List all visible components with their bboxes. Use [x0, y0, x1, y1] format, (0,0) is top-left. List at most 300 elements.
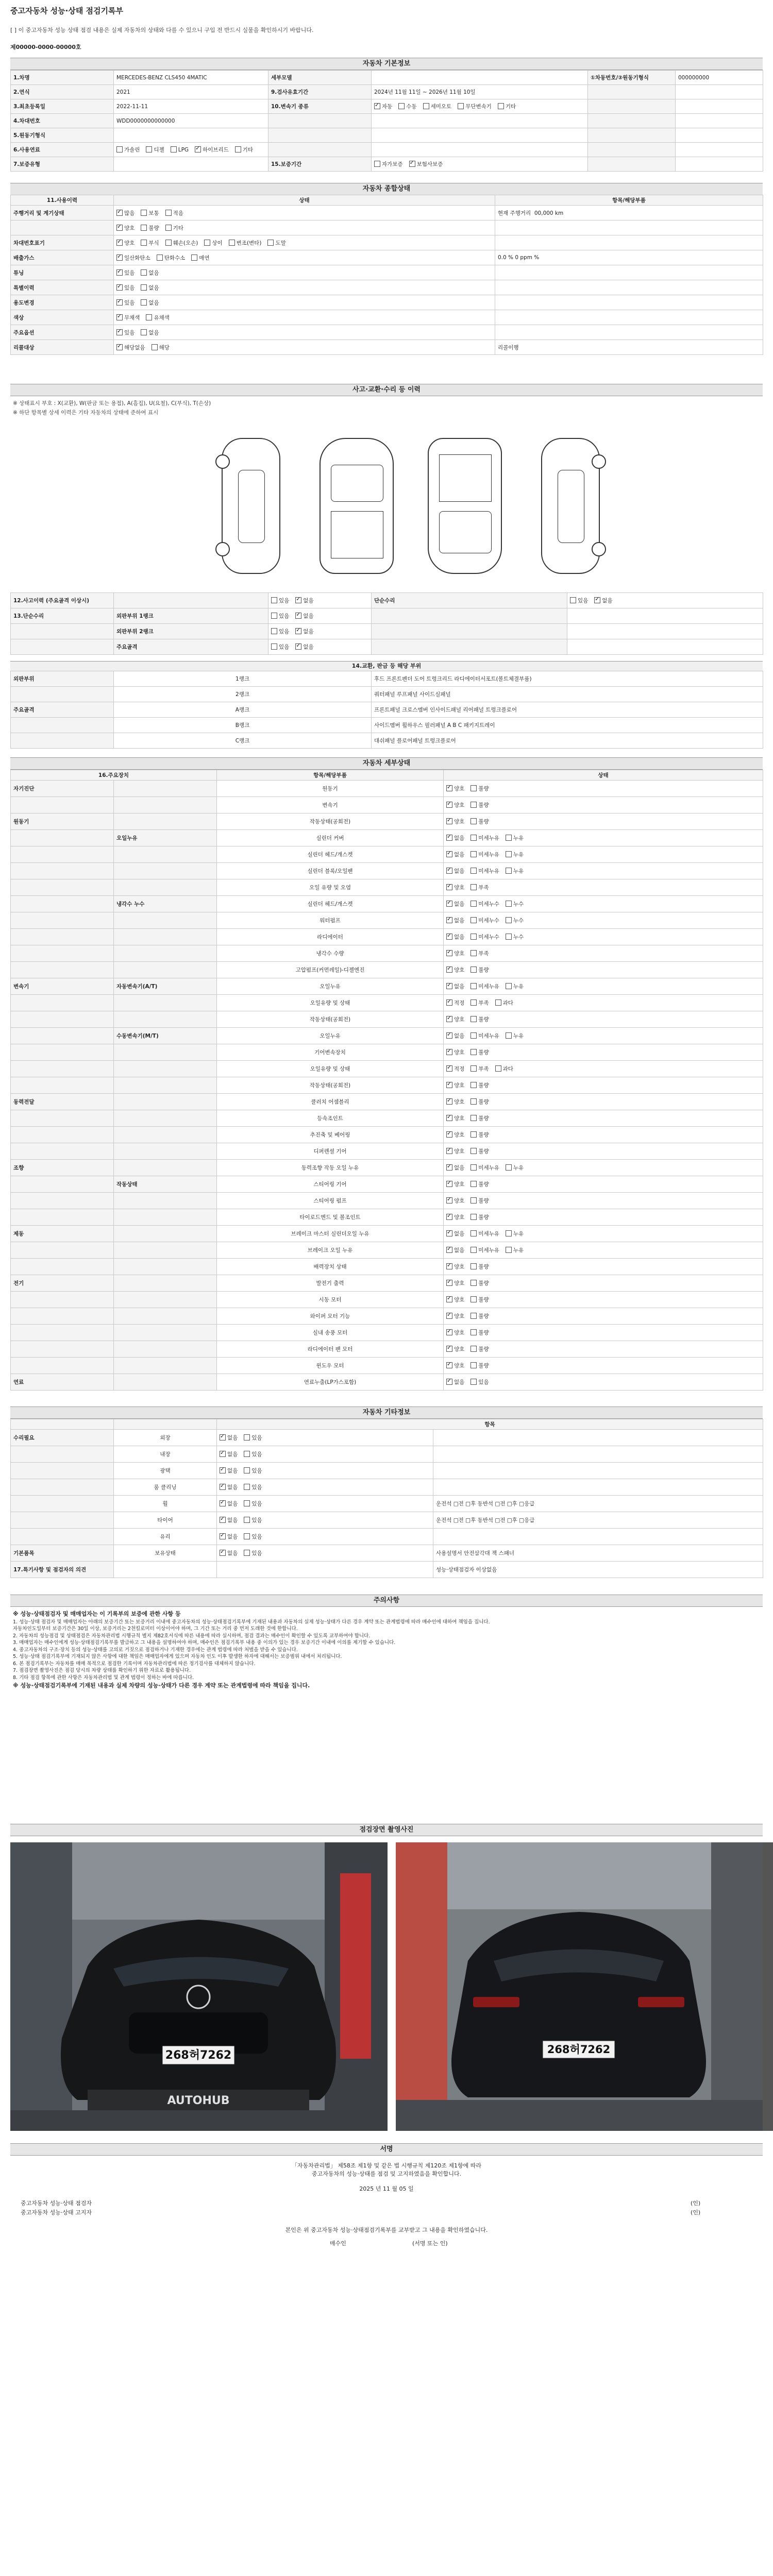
detail-option[interactable]: 미세누유: [470, 868, 499, 874]
general-option[interactable]: ✓ 있음: [116, 330, 135, 336]
detail-option[interactable]: 누유: [506, 868, 524, 874]
checkbox-icon[interactable]: [594, 597, 600, 603]
detail-option[interactable]: 미세누수: [470, 901, 499, 907]
damage-option[interactable]: ✓ 없음: [295, 629, 313, 635]
checkbox-icon[interactable]: [195, 146, 201, 152]
checkbox-icon[interactable]: [165, 225, 172, 231]
checkbox-icon[interactable]: [244, 1550, 250, 1556]
detail-option[interactable]: 과다: [495, 1066, 513, 1072]
transmission-option[interactable]: ✓ 자동: [374, 104, 392, 110]
simple-repair-option[interactable]: ✓ 없음: [594, 598, 612, 604]
checkbox-icon[interactable]: [295, 613, 301, 619]
checkbox-icon[interactable]: [116, 299, 123, 306]
detail-option[interactable]: 불량: [470, 1132, 489, 1138]
detail-option[interactable]: 미세누유: [470, 1247, 499, 1253]
fuel-option[interactable]: LPG: [171, 147, 189, 153]
checkbox-icon[interactable]: [141, 284, 147, 291]
general-option[interactable]: ✓ 무채색: [116, 315, 140, 321]
checkbox-icon[interactable]: [141, 240, 147, 246]
detail-option[interactable]: 불량: [470, 1115, 489, 1122]
checkbox-icon[interactable]: [470, 785, 477, 791]
detail-option[interactable]: 불량: [470, 967, 489, 973]
general-option[interactable]: ✓ 있음: [116, 300, 135, 306]
general-option[interactable]: 기타: [165, 225, 183, 231]
checkbox-icon[interactable]: [229, 240, 235, 246]
checkbox-icon[interactable]: [220, 1467, 226, 1473]
checkbox-icon[interactable]: [470, 1082, 477, 1088]
checkbox-icon[interactable]: [470, 1214, 477, 1220]
checkbox-icon[interactable]: [220, 1484, 226, 1490]
checkbox-icon[interactable]: [446, 1049, 452, 1055]
other-option[interactable]: 있음: [244, 1451, 262, 1458]
detail-option[interactable]: ✓ 적정: [446, 1000, 464, 1006]
detail-option[interactable]: ✓ 없음: [446, 1231, 464, 1237]
detail-option[interactable]: ✓ 없음: [446, 1165, 464, 1171]
checkbox-icon[interactable]: [116, 240, 123, 246]
detail-option[interactable]: ✓ 양호: [446, 1264, 464, 1270]
detail-option[interactable]: ✓ 양호: [446, 1198, 464, 1204]
checkbox-icon[interactable]: [146, 314, 152, 320]
checkbox-icon[interactable]: [220, 1533, 226, 1539]
other-option[interactable]: 있음: [244, 1534, 262, 1540]
checkbox-icon[interactable]: [470, 1296, 477, 1302]
general-option[interactable]: 없음: [141, 300, 159, 306]
detail-option[interactable]: ✓ 양호: [446, 885, 464, 891]
checkbox-icon[interactable]: [470, 1346, 477, 1352]
checkbox-icon[interactable]: [446, 884, 452, 890]
transmission-option[interactable]: 수동: [398, 104, 416, 110]
detail-option[interactable]: ✓ 양호: [446, 819, 464, 825]
checkbox-icon[interactable]: [423, 103, 429, 109]
transmission-option[interactable]: 기타: [498, 104, 516, 110]
checkbox-icon[interactable]: [446, 1362, 452, 1368]
fuel-option[interactable]: 가솔린: [116, 147, 140, 153]
checkbox-icon[interactable]: [446, 1016, 452, 1022]
other-option[interactable]: ✓ 없음: [220, 1550, 238, 1556]
detail-option[interactable]: 있음: [470, 1379, 489, 1385]
checkbox-icon[interactable]: [446, 835, 452, 841]
detail-option[interactable]: 누유: [506, 835, 524, 841]
checkbox-icon[interactable]: [506, 901, 512, 907]
detail-option[interactable]: 불량: [470, 1198, 489, 1204]
other-option[interactable]: 있음: [244, 1435, 262, 1441]
checkbox-icon[interactable]: [470, 818, 477, 824]
checkbox-icon[interactable]: [141, 299, 147, 306]
detail-option[interactable]: 미세누유: [470, 835, 499, 841]
detail-option[interactable]: 불량: [470, 802, 489, 808]
checkbox-icon[interactable]: [446, 967, 452, 973]
other-option[interactable]: ✓ 없음: [220, 1435, 238, 1441]
other-option[interactable]: ✓ 없음: [220, 1451, 238, 1458]
damage-option[interactable]: ✓ 없음: [295, 644, 313, 650]
detail-option[interactable]: 불량: [470, 1346, 489, 1352]
checkbox-icon[interactable]: [116, 146, 123, 152]
detail-option[interactable]: 누유: [506, 1033, 524, 1039]
checkbox-icon[interactable]: [165, 240, 172, 246]
checkbox-icon[interactable]: [470, 1362, 477, 1368]
detail-option[interactable]: 누수: [506, 901, 524, 907]
checkbox-icon[interactable]: [116, 314, 123, 320]
general-option[interactable]: ✓양호: [116, 225, 135, 231]
general-option[interactable]: 없음: [141, 270, 159, 276]
checkbox-icon[interactable]: [470, 934, 477, 940]
checkbox-icon[interactable]: [446, 1379, 452, 1385]
detail-option[interactable]: ✓ 양호: [446, 1346, 464, 1352]
checkbox-icon[interactable]: [116, 284, 123, 291]
detail-option[interactable]: ✓ 양호: [446, 802, 464, 808]
checkbox-icon[interactable]: [446, 1115, 452, 1121]
checkbox-icon[interactable]: [446, 1247, 452, 1253]
checkbox-icon[interactable]: [220, 1550, 226, 1556]
detail-option[interactable]: 부족: [470, 1000, 489, 1006]
transmission-option[interactable]: 세미오토: [423, 104, 452, 110]
checkbox-icon[interactable]: [470, 802, 477, 808]
checkbox-icon[interactable]: [374, 161, 380, 167]
warranty-option[interactable]: 자가보증: [374, 161, 403, 167]
checkbox-icon[interactable]: [470, 1032, 477, 1039]
detail-option[interactable]: ✓ 없음: [446, 852, 464, 858]
general-option[interactable]: 유채색: [146, 315, 169, 321]
checkbox-icon[interactable]: [446, 1197, 452, 1204]
detail-option[interactable]: ✓ 양호: [446, 1214, 464, 1221]
checkbox-icon[interactable]: [470, 851, 477, 857]
detail-option[interactable]: 미세누수: [470, 934, 499, 940]
checkbox-icon[interactable]: [244, 1517, 250, 1523]
detail-option[interactable]: ✓ 양호: [446, 1181, 464, 1188]
checkbox-icon[interactable]: [470, 967, 477, 973]
checkbox-icon[interactable]: [244, 1533, 250, 1539]
detail-option[interactable]: 불량: [470, 1099, 489, 1105]
checkbox-icon[interactable]: [470, 884, 477, 890]
checkbox-icon[interactable]: [470, 1280, 477, 1286]
general-option[interactable]: 불량: [141, 225, 159, 231]
checkbox-icon[interactable]: [470, 1247, 477, 1253]
general-option[interactable]: ✓ 양호: [116, 240, 135, 246]
other-option[interactable]: ✓ 없음: [220, 1468, 238, 1474]
checkbox-icon[interactable]: [446, 1181, 452, 1187]
checkbox-icon[interactable]: [506, 1230, 512, 1236]
detail-option[interactable]: 불량: [470, 1313, 489, 1319]
detail-option[interactable]: ✓ 없음: [446, 934, 464, 940]
other-option[interactable]: 있음: [244, 1550, 262, 1556]
general-option[interactable]: 변조(변타): [229, 240, 262, 246]
detail-option[interactable]: ✓ 없음: [446, 1033, 464, 1039]
checkbox-icon[interactable]: [295, 597, 301, 603]
checkbox-icon[interactable]: [506, 1247, 512, 1253]
checkbox-icon[interactable]: [470, 1181, 477, 1187]
general-option[interactable]: ✓ 일산화탄소: [116, 255, 150, 261]
detail-option[interactable]: 불량: [470, 1363, 489, 1369]
fuel-option[interactable]: ✓ 하이브리드: [195, 147, 229, 153]
checkbox-icon[interactable]: [446, 901, 452, 907]
detail-option[interactable]: ✓ 양호: [446, 1099, 464, 1105]
checkbox-icon[interactable]: [495, 1065, 501, 1072]
detail-option[interactable]: ✓ 양호: [446, 1363, 464, 1369]
detail-option[interactable]: ✓ 없음: [446, 1247, 464, 1253]
checkbox-icon[interactable]: [446, 1296, 452, 1302]
checkbox-icon[interactable]: [506, 983, 512, 989]
detail-option[interactable]: 누유: [506, 852, 524, 858]
checkbox-icon[interactable]: [470, 835, 477, 841]
detail-option[interactable]: 누수: [506, 934, 524, 940]
checkbox-icon[interactable]: [446, 1164, 452, 1171]
checkbox-icon[interactable]: [470, 950, 477, 956]
general-option[interactable]: 적음: [165, 210, 183, 216]
checkbox-icon[interactable]: [470, 1230, 477, 1236]
detail-option[interactable]: 미세누유: [470, 1033, 499, 1039]
checkbox-icon[interactable]: [470, 1115, 477, 1121]
detail-option[interactable]: ✓ 없음: [446, 835, 464, 841]
checkbox-icon[interactable]: [506, 934, 512, 940]
checkbox-icon[interactable]: [470, 1379, 477, 1385]
checkbox-icon[interactable]: [470, 1263, 477, 1269]
damage-option[interactable]: ✓ 없음: [295, 598, 313, 604]
other-option[interactable]: ✓ 없음: [220, 1484, 238, 1490]
checkbox-icon[interactable]: [498, 103, 504, 109]
checkbox-icon[interactable]: [157, 255, 163, 261]
checkbox-icon[interactable]: [446, 1098, 452, 1105]
checkbox-icon[interactable]: [470, 1065, 477, 1072]
checkbox-icon[interactable]: [470, 1313, 477, 1319]
checkbox-icon[interactable]: [506, 1032, 512, 1039]
buyer-sign[interactable]: (서명 또는 인): [412, 2240, 448, 2247]
checkbox-icon[interactable]: [446, 917, 452, 923]
other-option[interactable]: 있음: [244, 1501, 262, 1507]
detail-option[interactable]: ✓ 적정: [446, 1066, 464, 1072]
general-option[interactable]: ✓ 해당없음: [116, 345, 145, 351]
other-option[interactable]: ✓ 없음: [220, 1534, 238, 1540]
detail-option[interactable]: 미세누수: [470, 918, 499, 924]
checkbox-icon[interactable]: [204, 240, 210, 246]
detail-option[interactable]: 누수: [506, 918, 524, 924]
detail-option[interactable]: ✓ 양호: [446, 1280, 464, 1286]
detail-option[interactable]: 불량: [470, 1016, 489, 1023]
checkbox-icon[interactable]: [446, 1032, 452, 1039]
checkbox-icon[interactable]: [165, 210, 172, 216]
detail-option[interactable]: ✓ 양호: [446, 1313, 464, 1319]
checkbox-icon[interactable]: [470, 1164, 477, 1171]
general-option[interactable]: ✓ 있음: [116, 285, 135, 291]
detail-option[interactable]: 부족: [470, 885, 489, 891]
checkbox-icon[interactable]: [446, 1148, 452, 1154]
detail-option[interactable]: 불량: [470, 1264, 489, 1270]
checkbox-icon[interactable]: [295, 643, 301, 650]
detail-option[interactable]: ✓ 없음: [446, 901, 464, 907]
checkbox-icon[interactable]: [141, 210, 147, 216]
fuel-option[interactable]: 기타: [235, 147, 253, 153]
checkbox-icon[interactable]: [506, 1164, 512, 1171]
checkbox-icon[interactable]: [446, 1065, 452, 1072]
detail-option[interactable]: ✓ 양호: [446, 951, 464, 957]
other-option[interactable]: 있음: [244, 1468, 262, 1474]
other-option[interactable]: 있음: [244, 1517, 262, 1523]
checkbox-icon[interactable]: [191, 255, 197, 261]
checkbox-icon[interactable]: [446, 1230, 452, 1236]
checkbox-icon[interactable]: [446, 868, 452, 874]
checkbox-icon[interactable]: [271, 613, 277, 619]
checkbox-icon[interactable]: [470, 1098, 477, 1105]
detail-option[interactable]: 미세누유: [470, 852, 499, 858]
checkbox-icon[interactable]: [446, 1346, 452, 1352]
checkbox-icon[interactable]: [446, 983, 452, 989]
checkbox-icon[interactable]: [116, 269, 123, 276]
checkbox-icon[interactable]: [470, 983, 477, 989]
checkbox-icon[interactable]: [495, 999, 501, 1006]
checkbox-icon[interactable]: [146, 146, 152, 152]
checkbox-icon[interactable]: [271, 597, 277, 603]
checkbox-icon[interactable]: [244, 1467, 250, 1473]
checkbox-icon[interactable]: [116, 329, 123, 335]
general-option[interactable]: 매연: [191, 255, 209, 261]
other-option[interactable]: 있음: [244, 1484, 262, 1490]
checkbox-icon[interactable]: [220, 1434, 226, 1440]
checkbox-icon[interactable]: [446, 1082, 452, 1088]
checkbox-icon[interactable]: [141, 225, 147, 231]
detail-option[interactable]: 누유: [506, 984, 524, 990]
checkbox-icon[interactable]: [446, 1131, 452, 1138]
detail-option[interactable]: ✓ 양호: [446, 1330, 464, 1336]
checkbox-icon[interactable]: [220, 1451, 226, 1457]
checkbox-icon[interactable]: [171, 146, 177, 152]
transmission-option[interactable]: 무단변속기: [458, 104, 492, 110]
detail-option[interactable]: ✓ 양호: [446, 1049, 464, 1056]
checkbox-icon[interactable]: [470, 999, 477, 1006]
detail-option[interactable]: ✓ 양호: [446, 1132, 464, 1138]
other-option[interactable]: ✓ 없음: [220, 1501, 238, 1507]
detail-option[interactable]: 불량: [470, 1214, 489, 1221]
checkbox-icon[interactable]: [446, 934, 452, 940]
checkbox-icon[interactable]: [295, 628, 301, 634]
checkbox-icon[interactable]: [470, 1197, 477, 1204]
detail-option[interactable]: 미세누유: [470, 1165, 499, 1171]
detail-option[interactable]: ✓ 양호: [446, 967, 464, 973]
detail-option[interactable]: ✓ 양호: [446, 1297, 464, 1303]
detail-option[interactable]: 불량: [470, 1297, 489, 1303]
checkbox-icon[interactable]: [446, 1263, 452, 1269]
checkbox-icon[interactable]: [116, 225, 123, 231]
checkbox-icon[interactable]: [116, 344, 123, 350]
checkbox-icon[interactable]: [470, 868, 477, 874]
checkbox-icon[interactable]: [374, 103, 380, 109]
detail-option[interactable]: ✓ 양호: [446, 1115, 464, 1122]
checkbox-icon[interactable]: [570, 597, 576, 603]
checkbox-icon[interactable]: [446, 1329, 452, 1335]
general-option[interactable]: 보통: [141, 210, 159, 216]
checkbox-icon[interactable]: [446, 851, 452, 857]
dealer-sign[interactable]: (인): [691, 2209, 701, 2216]
fuel-option[interactable]: 디젤: [146, 147, 164, 153]
damage-option[interactable]: ✓ 없음: [295, 613, 313, 619]
damage-option[interactable]: 있음: [271, 598, 289, 604]
checkbox-icon[interactable]: [446, 785, 452, 791]
checkbox-icon[interactable]: [244, 1434, 250, 1440]
checkbox-icon[interactable]: [220, 1517, 226, 1523]
checkbox-icon[interactable]: [458, 103, 464, 109]
detail-option[interactable]: 부족: [470, 1066, 489, 1072]
detail-option[interactable]: ✓ 없음: [446, 984, 464, 990]
detail-option[interactable]: ✓ 양호: [446, 1082, 464, 1089]
general-option[interactable]: ✓ 많음: [116, 210, 135, 216]
other-option[interactable]: ✓ 없음: [220, 1517, 238, 1523]
detail-option[interactable]: ✓ 양호: [446, 1016, 464, 1023]
checkbox-icon[interactable]: [244, 1451, 250, 1457]
damage-option[interactable]: 있음: [271, 613, 289, 619]
checkbox-icon[interactable]: [506, 851, 512, 857]
checkbox-icon[interactable]: [152, 344, 158, 350]
general-option[interactable]: 도말: [267, 240, 285, 246]
checkbox-icon[interactable]: [470, 1016, 477, 1022]
detail-option[interactable]: 불량: [470, 786, 489, 792]
detail-option[interactable]: 불량: [470, 1280, 489, 1286]
detail-option[interactable]: ✓ 없음: [446, 1379, 464, 1385]
detail-option[interactable]: 부족: [470, 951, 489, 957]
detail-option[interactable]: 미세누유: [470, 1231, 499, 1237]
general-option[interactable]: 상이: [204, 240, 222, 246]
detail-option[interactable]: 불량: [470, 1082, 489, 1089]
checkbox-icon[interactable]: [271, 628, 277, 634]
general-option[interactable]: ✓ 있음: [116, 270, 135, 276]
checkbox-icon[interactable]: [470, 917, 477, 923]
checkbox-icon[interactable]: [267, 240, 274, 246]
general-option[interactable]: 훼손(오손): [165, 240, 198, 246]
checkbox-icon[interactable]: [446, 1280, 452, 1286]
checkbox-icon[interactable]: [470, 1329, 477, 1335]
detail-option[interactable]: 불량: [470, 1330, 489, 1336]
detail-option[interactable]: 과다: [495, 1000, 513, 1006]
checkbox-icon[interactable]: [446, 818, 452, 824]
checkbox-icon[interactable]: [446, 999, 452, 1006]
detail-option[interactable]: ✓ 없음: [446, 918, 464, 924]
checkbox-icon[interactable]: [409, 161, 415, 167]
checkbox-icon[interactable]: [506, 917, 512, 923]
checkbox-icon[interactable]: [470, 1148, 477, 1154]
detail-option[interactable]: 미세누유: [470, 984, 499, 990]
checkbox-icon[interactable]: [446, 950, 452, 956]
detail-option[interactable]: 불량: [470, 1049, 489, 1056]
detail-option[interactable]: 불량: [470, 1148, 489, 1155]
checkbox-icon[interactable]: [271, 643, 277, 650]
detail-option[interactable]: 불량: [470, 1181, 489, 1188]
warranty-option[interactable]: ✓ 보험사보증: [409, 161, 443, 167]
detail-option[interactable]: ✓ 없음: [446, 868, 464, 874]
checkbox-icon[interactable]: [116, 210, 123, 216]
detail-option[interactable]: 누유: [506, 1231, 524, 1237]
checkbox-icon[interactable]: [398, 103, 405, 109]
detail-option[interactable]: 불량: [470, 819, 489, 825]
general-option[interactable]: 없음: [141, 330, 159, 336]
checkbox-icon[interactable]: [141, 329, 147, 335]
general-option[interactable]: 부식: [141, 240, 159, 246]
checkbox-icon[interactable]: [244, 1484, 250, 1490]
simple-repair-option[interactable]: 있음: [570, 598, 588, 604]
checkbox-icon[interactable]: [116, 255, 123, 261]
checkbox-icon[interactable]: [446, 1214, 452, 1220]
detail-option[interactable]: 누유: [506, 1247, 524, 1253]
checkbox-icon[interactable]: [141, 269, 147, 276]
general-option[interactable]: 해당: [152, 345, 170, 351]
checkbox-icon[interactable]: [220, 1500, 226, 1506]
checkbox-icon[interactable]: [235, 146, 241, 152]
checkbox-icon[interactable]: [506, 835, 512, 841]
damage-option[interactable]: 있음: [271, 629, 289, 635]
detail-option[interactable]: 누유: [506, 1165, 524, 1171]
checkbox-icon[interactable]: [470, 1131, 477, 1138]
checkbox-icon[interactable]: [244, 1500, 250, 1506]
checkbox-icon[interactable]: [506, 868, 512, 874]
inspector-sign[interactable]: (인): [691, 2200, 701, 2207]
detail-option[interactable]: ✓ 양호: [446, 786, 464, 792]
general-option[interactable]: 없음: [141, 285, 159, 291]
